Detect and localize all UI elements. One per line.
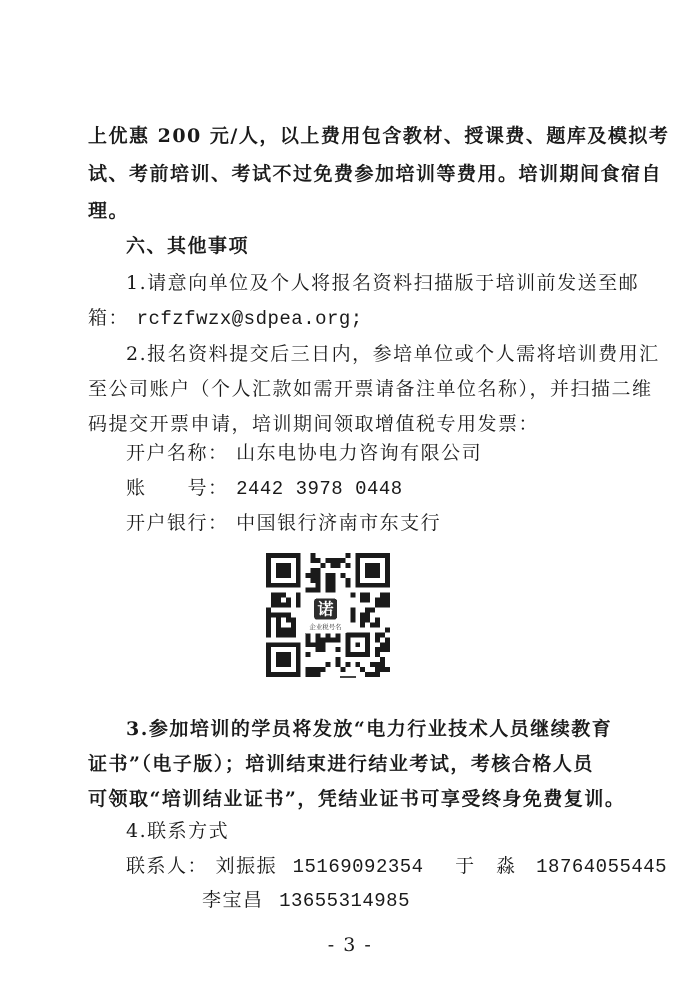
item3-line-1: 3.参加培训的学员将发放“电力行业技术人员继续教育 bbox=[126, 718, 613, 740]
email-label: 箱： bbox=[88, 307, 130, 329]
contact-1-phone[interactable]: 15169092354 bbox=[292, 856, 424, 878]
item2-line-1: 2.报名资料提交后三日内，参培单位或个人需将培训费用汇 bbox=[126, 343, 660, 365]
section-heading-other-matters: 六、其他事项 bbox=[126, 235, 250, 257]
account-name-row bbox=[126, 441, 482, 465]
qr-logo-text: 诺 bbox=[317, 599, 334, 619]
qr-logo-caption: 企业税号名 bbox=[309, 622, 342, 631]
item1-line-1: 1.请意向单位及个人将报名资料扫描版于培训前发送至邮 bbox=[126, 272, 640, 294]
fee-line-3: 理。 bbox=[88, 200, 130, 222]
account-number-value: 2442 3978 0448 bbox=[236, 478, 403, 500]
contact-2-phone[interactable]: 18764055445 bbox=[536, 856, 668, 878]
account-number-label: 账 号： bbox=[126, 477, 229, 499]
item3-line-2: 证书”（电子版）；培训结束进行结业考试，考核合格人员 bbox=[88, 753, 594, 775]
contact-row-1 bbox=[126, 854, 667, 879]
contact-1-name: 刘振振 bbox=[215, 855, 278, 877]
account-name-value: 山东电协电力咨询有限公司 bbox=[236, 442, 483, 464]
item2-line-2: 至公司账户（个人汇款如需开票请备注单位名称），并扫描二维 bbox=[88, 378, 653, 400]
fee-line-2: 试、考前培训、考试不过免费参加培训等费用。培训期间食宿自 bbox=[88, 163, 663, 185]
invoice-qr-code[interactable] bbox=[266, 553, 390, 677]
bank-value: 中国银行济南市东支行 bbox=[236, 512, 442, 534]
item3-line-3: 可领取“培训结业证书”，凭结业证书可享受终身免费复训。 bbox=[88, 788, 626, 810]
bank-row bbox=[126, 511, 441, 535]
item1-email-row bbox=[88, 306, 363, 331]
email-address[interactable]: rcfzfwzx@sdpea.org; bbox=[136, 308, 363, 330]
contact-heading: 4.联系方式 bbox=[126, 820, 230, 842]
account-number-row bbox=[126, 476, 403, 501]
contact-row-2 bbox=[202, 888, 410, 913]
contact-3-phone[interactable]: 13655314985 bbox=[279, 890, 410, 912]
contact-label: 联系人： bbox=[126, 855, 209, 877]
page-number: - 3 - bbox=[327, 934, 373, 956]
contact-2-name: 于 淼 bbox=[455, 855, 517, 877]
account-name-label: 开户名称： bbox=[126, 442, 229, 464]
item2-line-3: 码提交开票申请，培训期间领取增值税专用发票： bbox=[88, 413, 540, 435]
qr-underline-mark bbox=[340, 676, 356, 678]
bank-label: 开户银行： bbox=[126, 512, 229, 534]
fee-line-1: 上优惠 200 元/人，以上费用包含教材、授课费、题库及模拟考 bbox=[88, 125, 670, 147]
qr-logo bbox=[304, 596, 348, 633]
contact-3-name: 李宝昌 bbox=[202, 889, 264, 911]
